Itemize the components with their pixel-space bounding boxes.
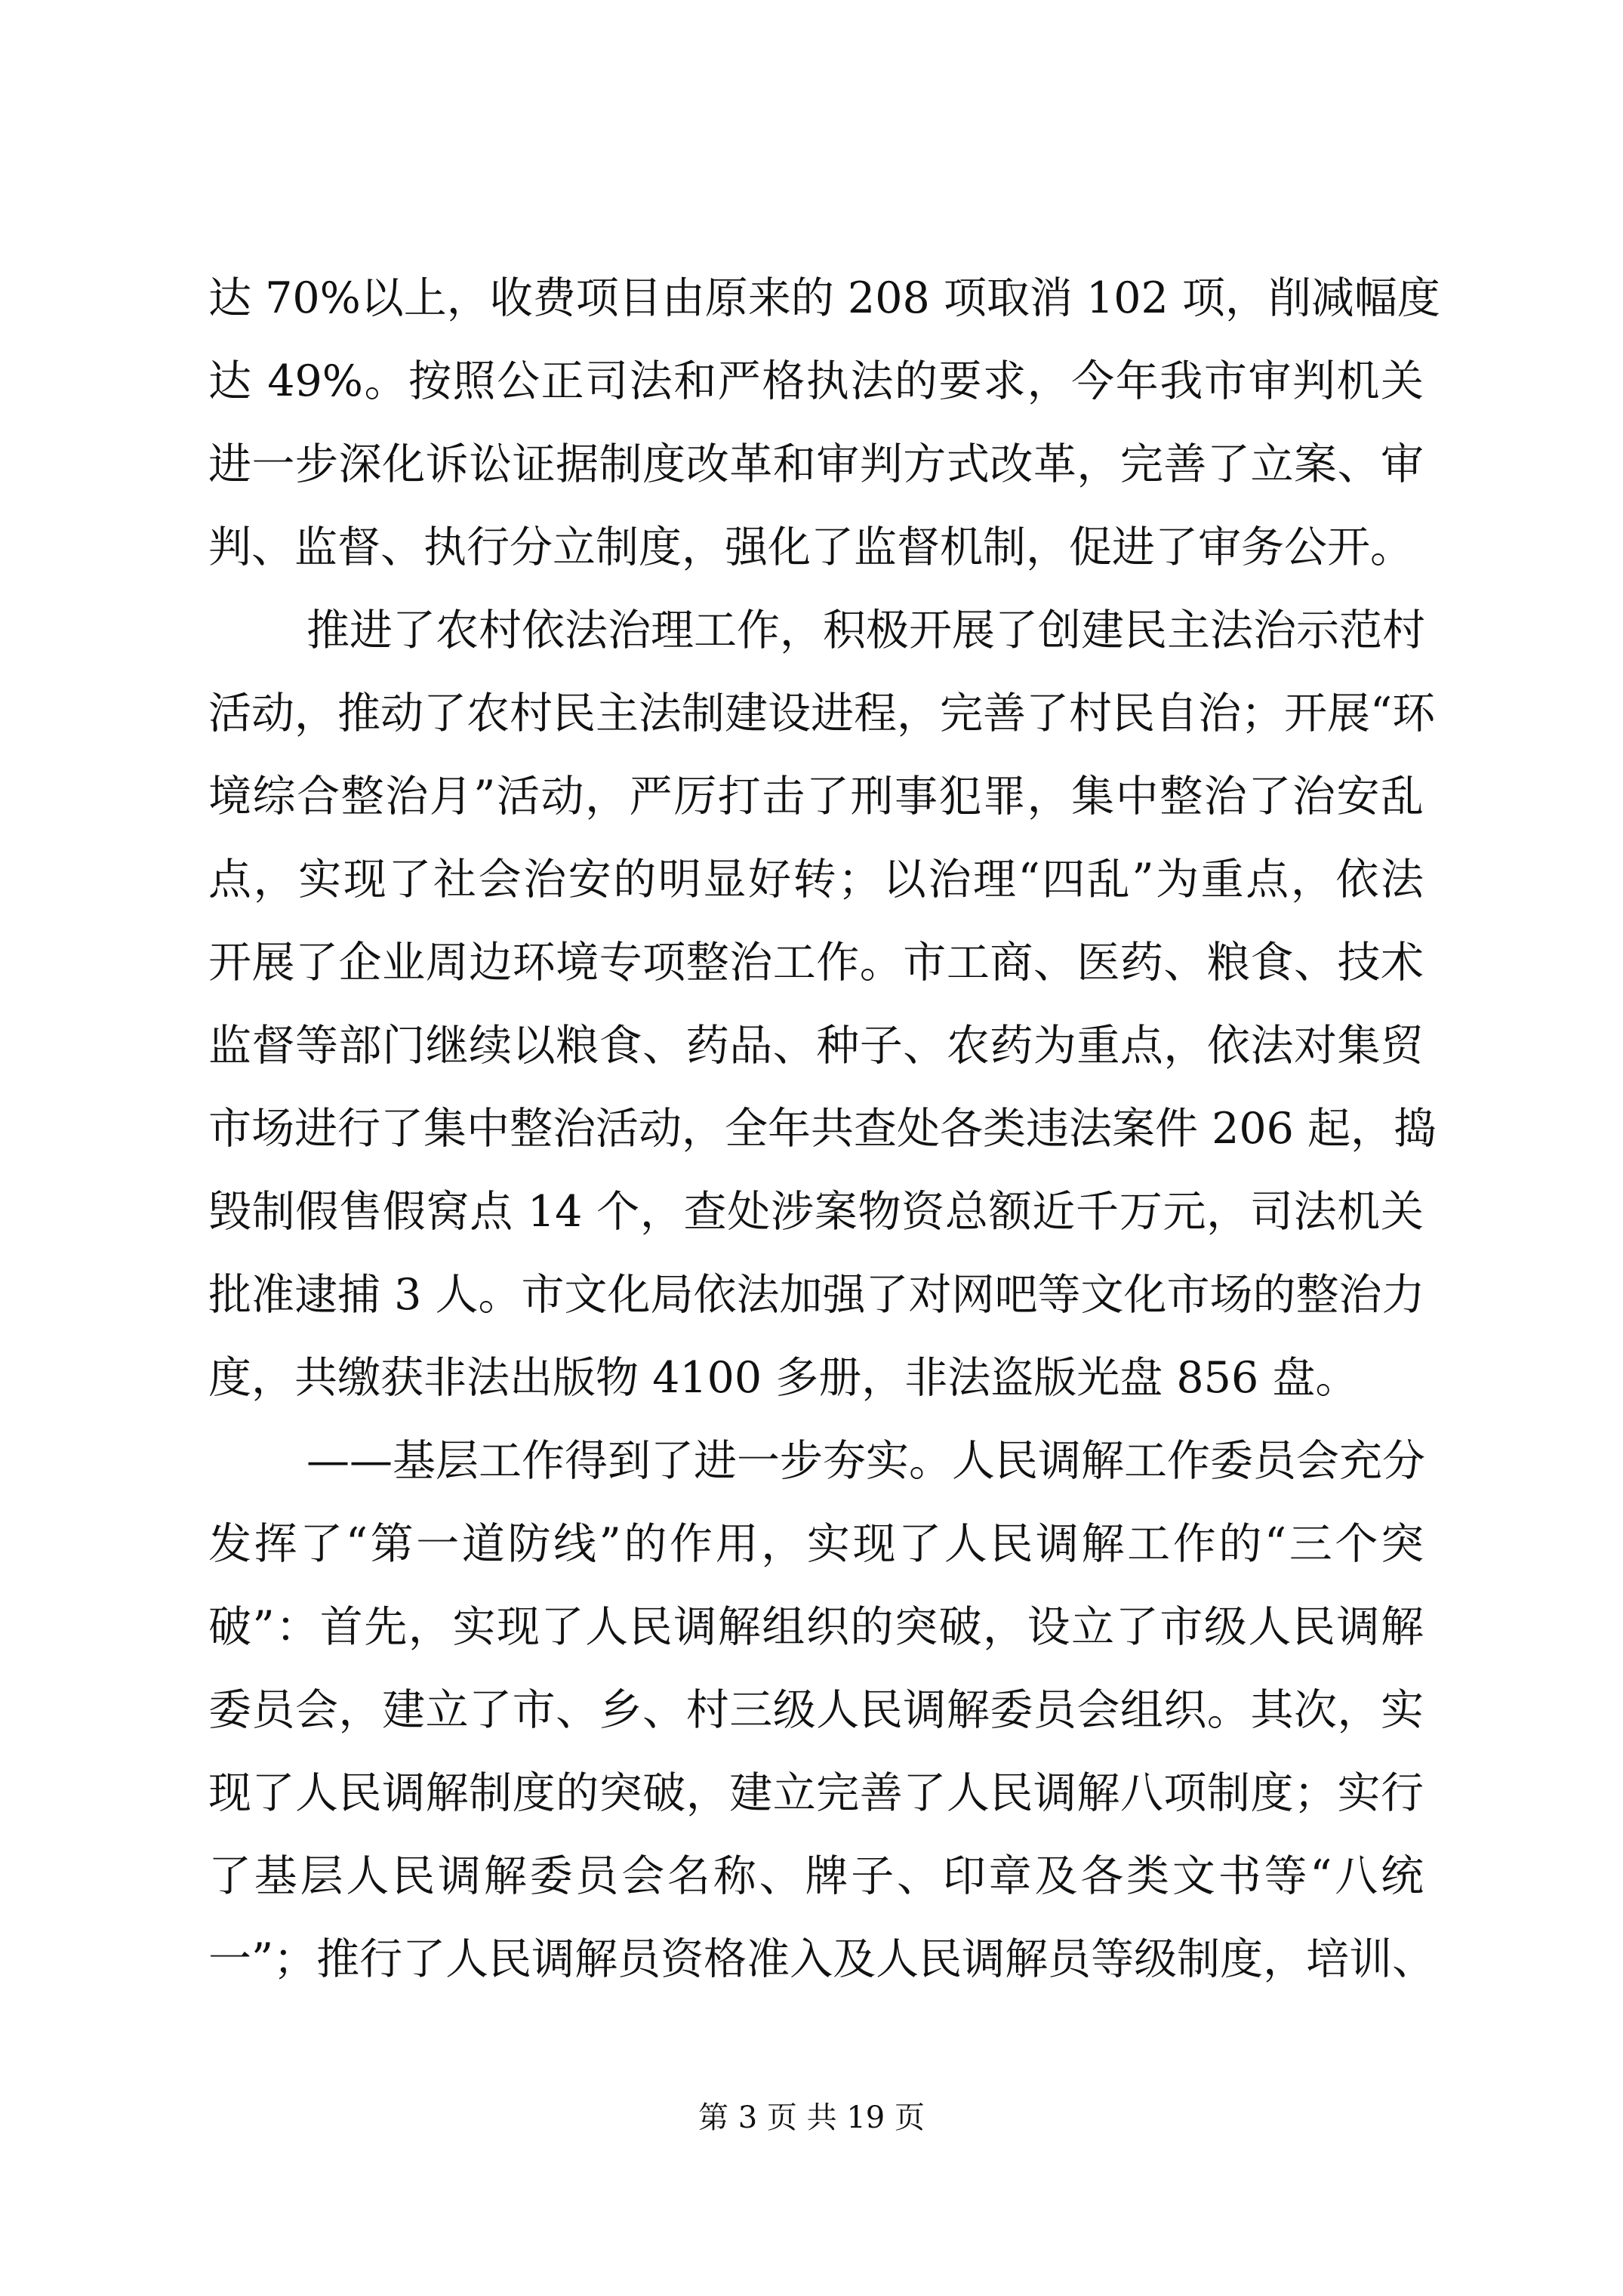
text-line: 推进了农村依法治理工作，积极开展了创建民主法治示范村	[306, 606, 1425, 655]
text-line: 毁制假售假窝点 14 个，查处涉案物资总额近千万元，司法机关	[208, 1187, 1424, 1237]
text-line: 一”；推行了人民调解员资格准入及人民调解员等级制度，培训、	[208, 1934, 1436, 1984]
text-line: ——基层工作得到了进一步夯实。人民调解工作委员会充分	[306, 1436, 1425, 1486]
text-line: 市场进行了集中整治活动，全年共查处各类违法案件 206 起，捣	[208, 1104, 1437, 1154]
text-line: 达 70%以上，收费项目由原来的 208 项取消 102 项，削减幅度	[208, 273, 1440, 323]
text-line: 委员会，建立了市、乡、村三级人民调解委员会组织。其次，实	[208, 1685, 1424, 1735]
text-line: 点，实现了社会治安的明显好转；以治理“四乱”为重点，依法	[208, 855, 1424, 905]
text-line: 度，共缴获非法出版物 4100 多册，非法盗版光盘 856 盘。	[208, 1353, 1359, 1403]
text-line: 达 49%。按照公正司法和严格执法的要求，今年我市审判机关	[208, 356, 1424, 406]
text-line: 判、监督、执行分立制度，强化了监督机制，促进了审务公开。	[208, 522, 1413, 572]
text-line: 现了人民调解制度的突破，建立完善了人民调解八项制度；实行	[208, 1768, 1424, 1818]
paragraph-3	[208, 1419, 1436, 2001]
document-body	[208, 257, 1440, 2001]
paragraph-2	[208, 589, 1437, 1419]
text-line: 开展了企业周边环境专项整治工作。市工商、医药、粮食、技术	[208, 938, 1424, 988]
text-line: 进一步深化诉讼证据制度改革和审判方式改革，完善了立案、审	[208, 439, 1424, 489]
text-line: 境综合整治月”活动，严厉打击了刑事犯罪，集中整治了治安乱	[208, 772, 1424, 821]
text-line: 监督等部门继续以粮食、药品、种子、农药为重点，依法对集贸	[208, 1021, 1424, 1071]
page-number-footer: 第 3 页 共 19 页	[698, 2100, 925, 2135]
text-line: 发挥了“第一道防线”的作用，实现了人民调解工作的“三个突	[208, 1519, 1424, 1569]
text-line: 了基层人民调解委员会名称、牌子、印章及各类文书等“八统	[208, 1851, 1424, 1901]
text-line: 活动，推动了农村民主法制建设进程，完善了村民自治；开展“环	[208, 689, 1436, 738]
paragraph-1	[208, 257, 1440, 589]
text-line: 批准逮捕 3 人。市文化局依法加强了对网吧等文化市场的整治力	[208, 1270, 1425, 1320]
text-line: 破”：首先，实现了人民调解组织的突破，设立了市级人民调解	[208, 1602, 1424, 1652]
